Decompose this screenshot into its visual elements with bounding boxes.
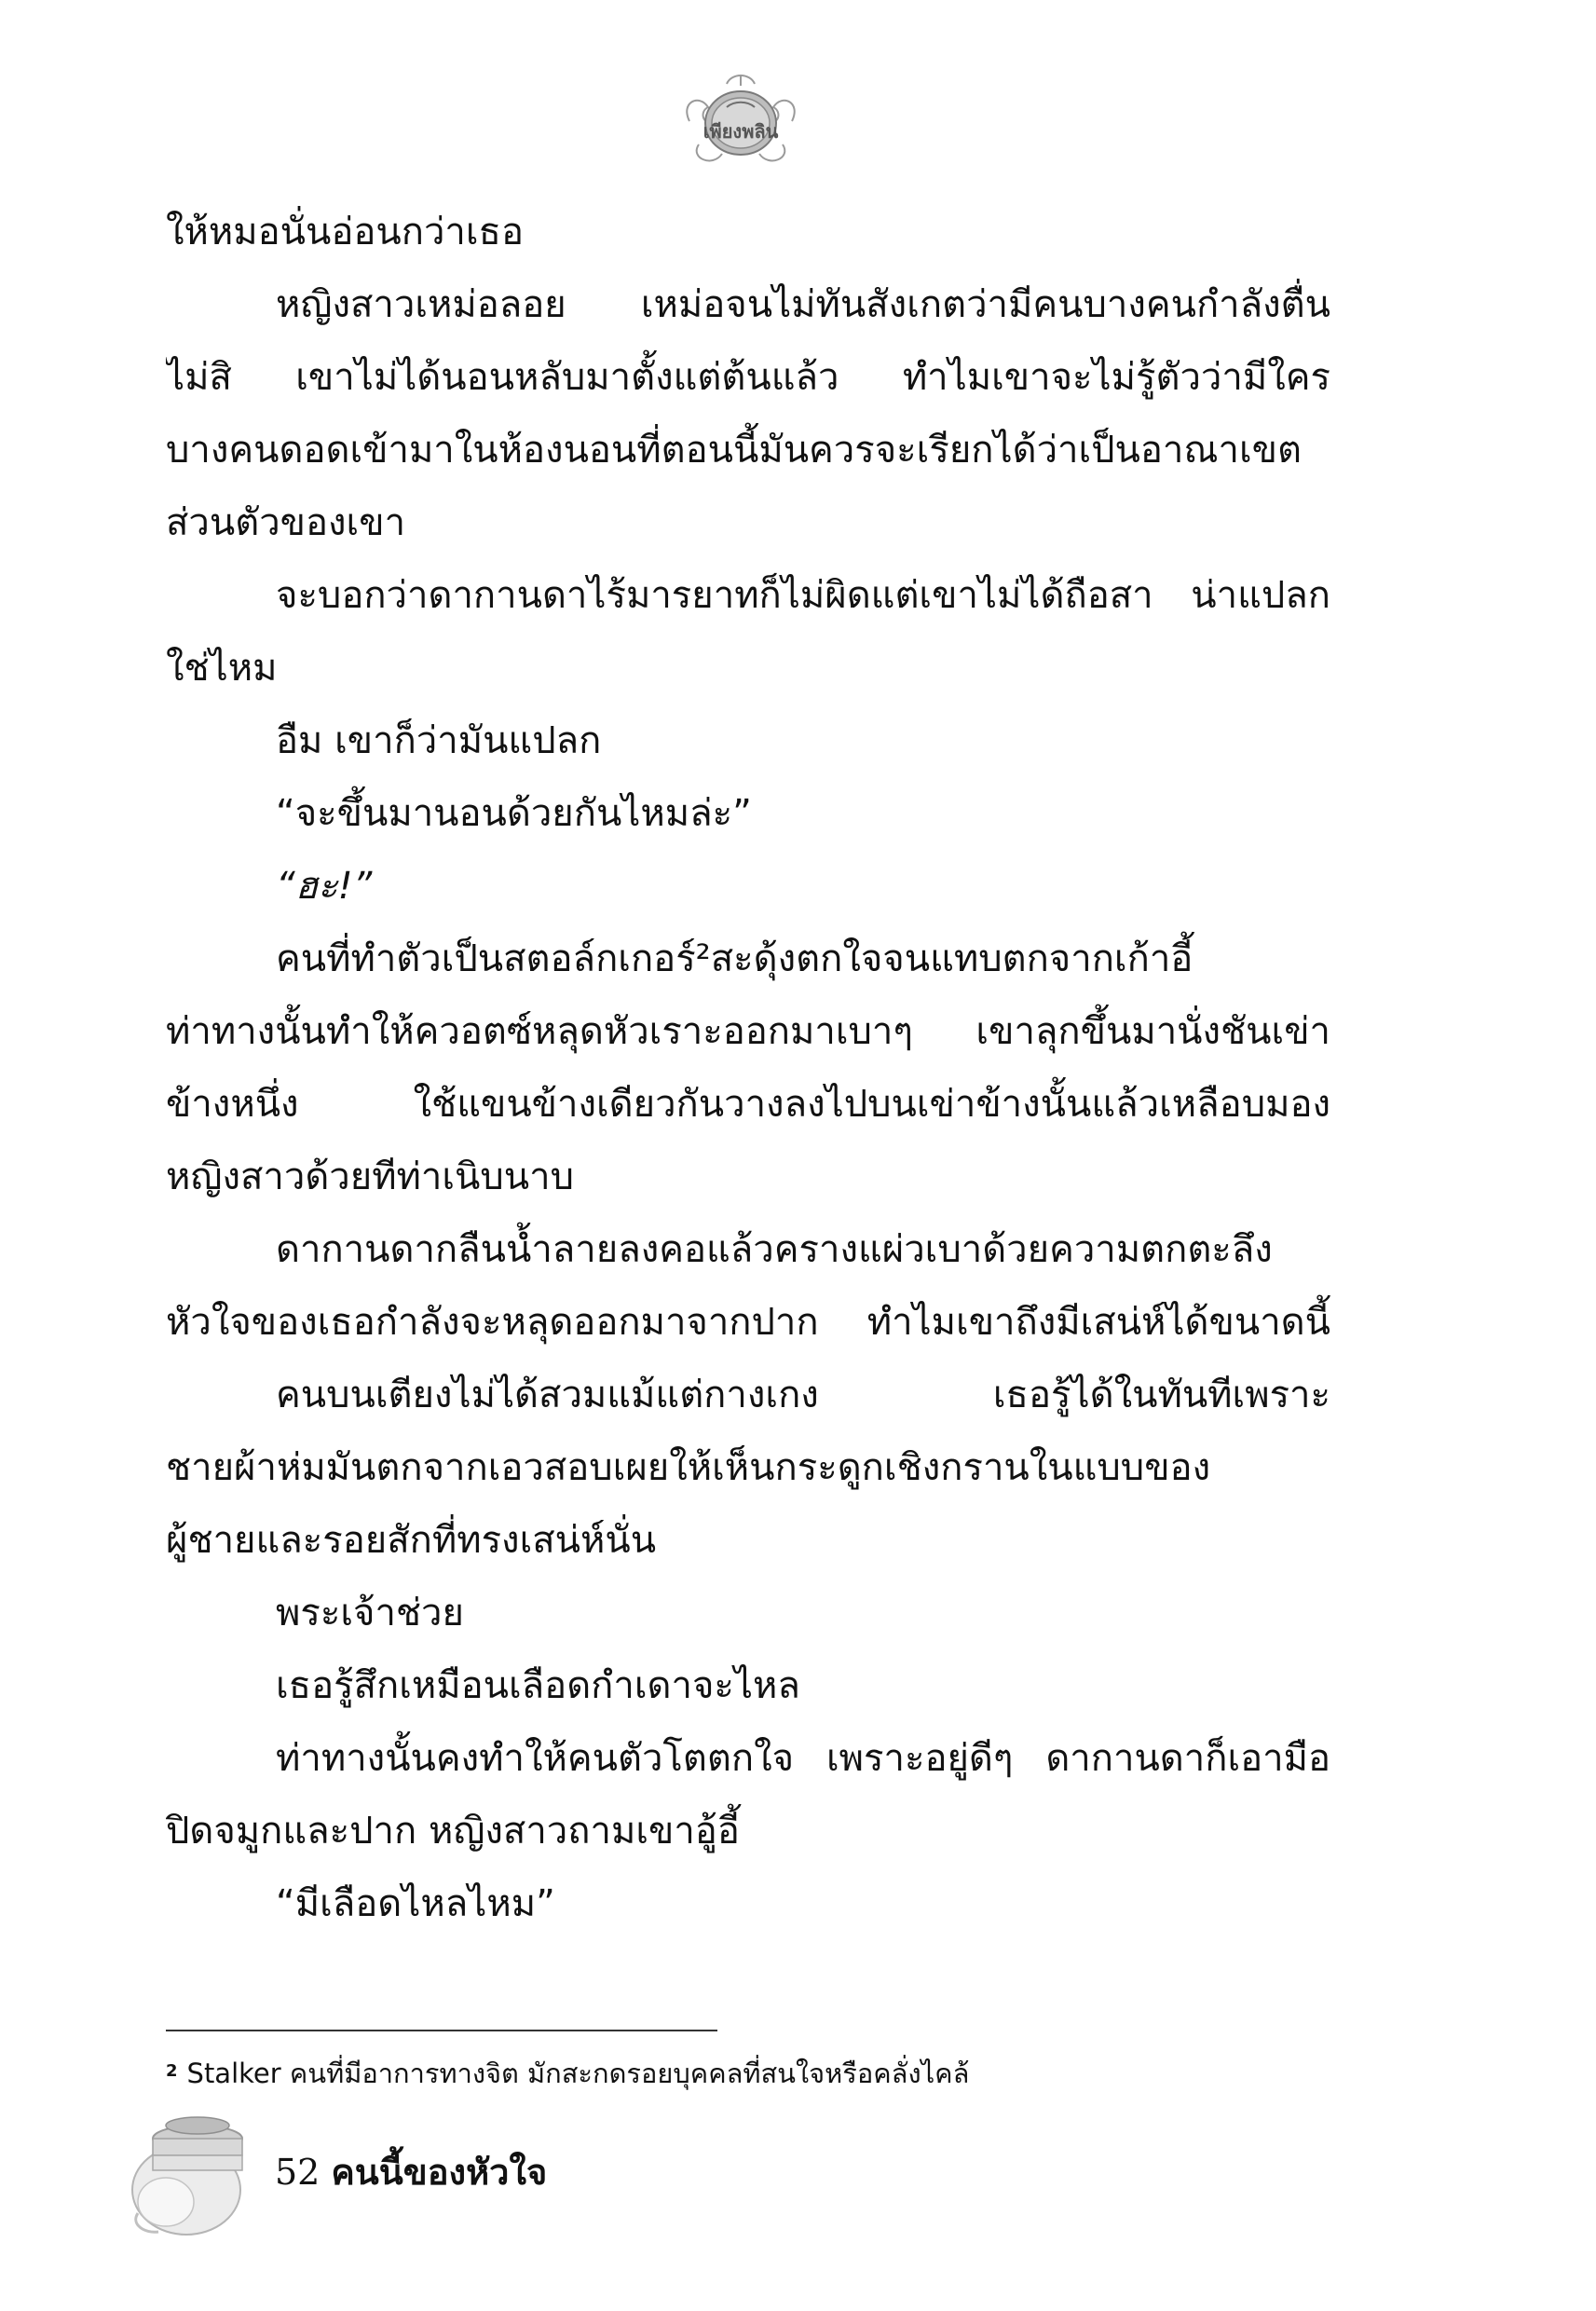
page-body <box>166 196 1330 1940</box>
text-line: หญิงสาวด้วยทีท่าเนิบนาบ <box>166 1156 574 1198</box>
text-line: ชายผ้าห่มมันตกจากเอวสอบเผยให้เห็นกระดูกเชิงกรานในแบบของ <box>166 1446 1211 1489</box>
text-line: ท่าทางนั้นทำให้ควอตซ์หลุดหัวเราะออกมาเบาๆ เขาลุกขึ้นมานั่งชันเข่า <box>166 1010 1330 1053</box>
text-line: ข้างหนึ่ง ใช้แขนข้างเดียวกันวางลงไปบนเข่าข้างนั้นแล้วเหลือบมอง <box>166 1083 1330 1126</box>
text-line: จะบอกว่าดากานดาไร้มารยาทก็ไม่ผิดแต่เขาไม่ได้ถือสา น่าแปลก <box>276 574 1330 617</box>
footnote-marker: 2 <box>166 2061 178 2081</box>
text-line: พระเจ้าช่วย <box>276 1592 464 1634</box>
text-line: อืม เขาก็ว่ามันแปลก <box>276 719 602 762</box>
book-title: คนนี้ของหัวใจ <box>331 2152 548 2193</box>
text-line: ให้หมอนั่นอ่อนกว่าเธอ <box>166 211 524 253</box>
text-line: คนที่ทำตัวเป็นสตอล์กเกอร์²สะดุ้งตกใจจนแทบตกจากเก้าอี้ <box>276 937 1194 980</box>
text-line: ส่วนตัวของเขา <box>166 501 406 544</box>
text-line: ดากานดากลืนน้ำลายลงคอแล้วครางแผ่วเบาด้วยความตกตะลึง <box>276 1228 1273 1271</box>
dialogue-line: “จะขึ้นมานอนด้วยกันไหมล่ะ” <box>276 792 752 835</box>
text-line: ใช่ไหม <box>166 647 278 690</box>
page-footer <box>275 2149 547 2195</box>
dialogue-line: “ฮะ!” <box>276 865 373 908</box>
dialogue-line: “มีเลือดไหลไหม” <box>276 1882 555 1925</box>
text-line: ผู้ชายและรอยสักที่ทรงเสน่ห์นั่น <box>166 1519 657 1562</box>
text-line: หัวใจของเธอกำลังจะหลุดออกมาจากปาก ทำไมเขาถึงมีเสน่ห์ได้ขนาดนี้ <box>166 1301 1330 1344</box>
footnote-divider <box>166 2030 717 2031</box>
text-line: คนบนเตียงไม่ได้สวมแม้แต่กางเกง เธอรู้ได้ในทันทีเพราะ <box>276 1374 1330 1416</box>
header-logo <box>671 65 811 177</box>
footer-decoration <box>121 2101 252 2241</box>
logo-text: เพียงพลิน <box>703 120 779 143</box>
steamer-pot-icon <box>121 2101 252 2241</box>
text-line: ไม่สิ เขาไม่ได้นอนหลับมาตั้งแต่ต้นแล้ว ทำไมเขาจะไม่รู้ตัวว่ามีใคร <box>166 356 1330 399</box>
text-line: ท่าทางนั้นคงทำให้คนตัวโตตกใจ เพราะอยู่ดีๆ ดากานดาก็เอามือ <box>276 1737 1330 1780</box>
ornate-emblem-logo-icon <box>671 65 811 177</box>
text-line: ปิดจมูกและปาก หญิงสาวถามเขาอู้อี้ <box>166 1810 740 1853</box>
footnote-text: Stalker คนที่มีอาการทางจิต มักสะกดรอยบุคคลที่สนใจหรือคลั่งไคล้ <box>186 2058 970 2089</box>
text-line: หญิงสาวเหม่อลอย เหม่อจนไม่ทันสังเกตว่ามีคนบางคนกำลังตื่น <box>276 283 1330 326</box>
text-line: บางคนดอดเข้ามาในห้องนอนที่ตอนนี้มันควรจะเรียกได้ว่าเป็นอาณาเขต <box>166 429 1302 472</box>
footnote <box>166 2055 969 2092</box>
page-number: 52 <box>275 2152 321 2193</box>
text-line: เธอรู้สึกเหมือนเลือดกำเดาจะไหล <box>276 1664 800 1707</box>
